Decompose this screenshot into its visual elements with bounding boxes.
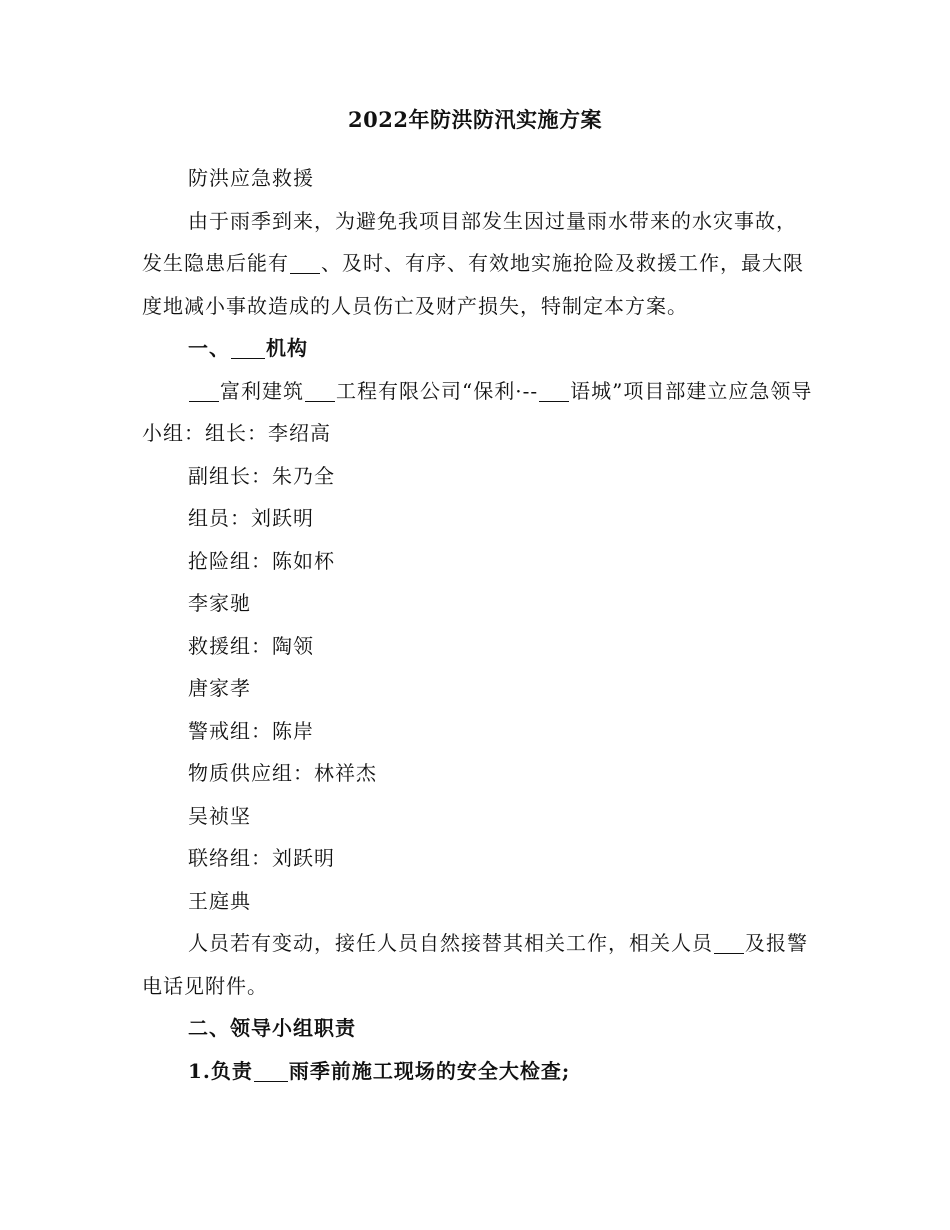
paragraph-aid-team-member: 唐家孝	[188, 676, 251, 700]
paragraph-member: 组员：刘跃明	[188, 506, 314, 530]
fill-blank	[305, 379, 335, 402]
paragraph-liaison-team: 联络组：刘跃明	[188, 846, 335, 870]
paragraph-guard-team: 警戒组：陈岸	[188, 718, 314, 743]
paragraph-intro	[142, 200, 814, 328]
paragraph-personnel-change	[142, 922, 814, 1007]
paragraph-supply-team: 物质供应组：林祥杰	[188, 761, 377, 785]
org-text-b: 工程有限公司“保利·--	[336, 378, 539, 403]
paragraph-rescue-team: 抢险组：陈如杯	[188, 548, 335, 573]
paragraph-supply-team-member: 吴祯坚	[188, 803, 251, 828]
fill-blank	[539, 379, 569, 402]
paragraph-liaison-team-member: 王庭典	[188, 888, 251, 913]
section-heading-1	[142, 327, 814, 370]
section-heading-2: 二、领导小组职责	[188, 1016, 356, 1040]
list-item-1	[142, 1050, 814, 1093]
paragraph-aid-team: 救援组：陶领	[188, 633, 314, 658]
fill-blank	[231, 336, 265, 359]
intro-text-a: 由于雨季到来，为避免我项目部发生因过量雨水带来的水灾事故，发生隐患后能有	[142, 208, 797, 275]
heading-1-suffix: 机构	[266, 336, 308, 360]
org-text-c: 语城”项目部建立应急领导小组：组长：李绍高	[142, 378, 813, 445]
paragraph-deputy-leader: 副组长：朱乃全	[188, 463, 335, 488]
item-1-suffix: 雨季前施工现场的安全大检查;	[288, 1058, 571, 1083]
fill-blank	[714, 931, 744, 954]
fill-blank	[189, 379, 219, 402]
personnel-text-b: 及报警电话见附件。	[142, 931, 808, 998]
document-title: 2022年防洪防汛实施方案	[348, 107, 602, 132]
fill-blank	[290, 251, 320, 274]
intro-text-b: 、及时、有序、有效地实施抢险及救援工作，最大限度地减小事故造成的人员伤亡及财产损失，特制定本方案。	[142, 251, 804, 318]
org-text-a: 富利建筑	[220, 378, 304, 403]
paragraph-rescue-team-member: 李家驰	[188, 591, 251, 615]
heading-1-prefix: 一、	[188, 336, 230, 360]
document-body	[142, 157, 814, 1092]
item-1-prefix: 1.负责	[188, 1058, 253, 1083]
paragraph-subtitle: 防洪应急救援	[188, 166, 314, 190]
paragraph-organization	[142, 370, 814, 455]
fill-blank	[254, 1059, 288, 1082]
personnel-text-a: 人员若有变动，接任人员自然接替其相关工作，相关人员	[188, 931, 713, 955]
